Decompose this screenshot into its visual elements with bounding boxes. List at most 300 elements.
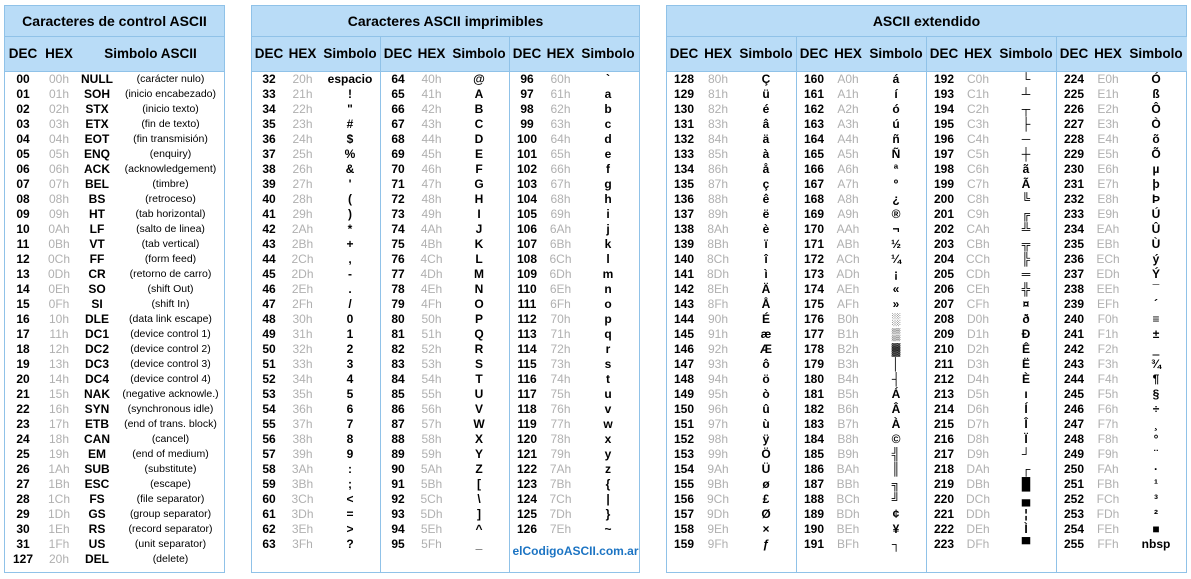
symbol-cell: ¢ — [892, 507, 900, 521]
table-row — [5, 357, 224, 372]
hex-cell: 7Eh — [549, 522, 572, 536]
hex-cell: EDh — [1096, 267, 1120, 281]
hex-cell: BDh — [836, 507, 860, 521]
dec-cell: 112 — [517, 312, 537, 326]
hex-cell: BBh — [836, 477, 860, 491]
dec-cell: 172 — [803, 252, 825, 266]
symbol-cell: È — [1021, 372, 1030, 386]
dec-cell: 127 — [12, 552, 34, 566]
hex-cell: FDh — [1096, 507, 1120, 521]
table-row — [927, 297, 1057, 312]
hex-cell: D6h — [966, 402, 989, 416]
dec-cell: 64 — [391, 72, 405, 86]
table-row — [252, 462, 381, 477]
symbol-cell: SOH — [83, 87, 110, 101]
symbol-cell: < — [346, 492, 354, 506]
table-row — [797, 252, 927, 267]
hex-cell: B1h — [837, 327, 859, 341]
symbol-cell: espacio — [327, 72, 373, 86]
hex-cell: B6h — [837, 402, 859, 416]
table-row — [667, 312, 797, 327]
hex-cell: 6Eh — [549, 282, 572, 296]
table-row — [5, 102, 224, 117]
header-dec: DEC — [8, 46, 38, 61]
table-row — [510, 177, 639, 192]
dec-cell: 60 — [262, 492, 276, 506]
hex-cell: 77h — [550, 417, 571, 431]
symbol-cell: █ — [1021, 477, 1031, 491]
dec-cell: 144 — [673, 312, 695, 326]
symbol-cell: ├ — [1021, 117, 1031, 131]
header-hex: HEX — [288, 46, 317, 61]
dec-cell: 201 — [933, 207, 955, 221]
dec-cell: 246 — [1063, 402, 1085, 416]
dec-cell: 19 — [16, 357, 30, 371]
hex-cell: C9h — [966, 207, 989, 221]
dec-cell: 79 — [391, 297, 405, 311]
dec-cell: 03 — [16, 117, 30, 131]
dec-cell: 21 — [16, 387, 30, 401]
dec-cell: 252 — [1063, 492, 1085, 506]
symbol-cell: ╝ — [891, 492, 901, 506]
dec-cell: 237 — [1063, 267, 1085, 281]
symbol-cell: 4 — [346, 372, 354, 386]
table-row — [252, 402, 381, 417]
table-row — [667, 537, 797, 552]
table-row — [510, 132, 639, 147]
symbol-cell: ã — [1022, 162, 1030, 176]
hex-cell: 89h — [707, 207, 729, 221]
dec-cell: 224 — [1063, 72, 1085, 86]
hex-cell: 02h — [48, 102, 70, 116]
symbol-cell: O — [474, 297, 484, 311]
symbol-cell: ¥ — [892, 522, 900, 536]
table-row — [797, 312, 927, 327]
dec-cell: 04 — [16, 132, 30, 146]
table-row — [510, 282, 639, 297]
table-row — [667, 192, 797, 207]
hex-cell: A7h — [837, 177, 859, 191]
hex-cell: 99h — [707, 447, 729, 461]
dec-cell: 229 — [1063, 147, 1085, 161]
dec-cell: 02 — [16, 102, 30, 116]
hex-cell: 20h — [292, 72, 313, 86]
dec-cell: 18 — [16, 342, 30, 356]
table-row — [381, 237, 510, 252]
table-row — [797, 462, 927, 477]
table-row — [1057, 237, 1187, 252]
dec-cell: 41 — [262, 207, 276, 221]
hex-cell: 9Bh — [707, 477, 729, 491]
dec-cell: 100 — [516, 132, 538, 146]
table-row — [5, 177, 224, 192]
hex-cell: FCh — [1096, 492, 1120, 506]
dec-cell: 142 — [673, 282, 695, 296]
dec-cell: 22 — [16, 402, 30, 416]
dec-cell: 05 — [16, 147, 30, 161]
symbol-cell: ´ — [1154, 297, 1158, 311]
hex-cell: 9Ah — [707, 462, 729, 476]
dec-cell: 202 — [933, 222, 955, 236]
header-symbol: Simbolo — [581, 46, 635, 61]
symbol-cell: k — [604, 237, 612, 251]
symbol-cell: Ù — [1151, 237, 1161, 251]
hex-cell: 81h — [707, 87, 729, 101]
column-header — [927, 37, 1057, 72]
hex-cell: 75h — [550, 387, 571, 401]
symbol-cell: GS — [88, 507, 106, 521]
table-row — [1057, 492, 1187, 507]
symbol-cell: DC4 — [84, 372, 109, 386]
extended-ascii-panel — [666, 5, 1187, 573]
hex-cell: 93h — [707, 357, 729, 371]
dec-cell: 150 — [673, 402, 695, 416]
symbol-cell: Ý — [1151, 267, 1160, 281]
symbol-cell: G — [474, 177, 484, 191]
symbol-cell: Ì — [1024, 522, 1028, 536]
dec-cell: 182 — [803, 402, 825, 416]
hex-cell: 92h — [707, 342, 729, 356]
dec-cell: 88 — [391, 432, 405, 446]
table-row — [510, 387, 639, 402]
symbol-cell: ░ — [891, 312, 901, 326]
symbol-cell: Ø — [761, 507, 771, 521]
symbol-cell: nbsp — [1141, 537, 1171, 551]
description-cell: (fin de texto) — [141, 118, 200, 130]
dec-cell: 73 — [391, 207, 405, 221]
table-row — [927, 402, 1057, 417]
table-row — [510, 252, 639, 267]
dec-cell: 155 — [673, 477, 695, 491]
dec-cell: 203 — [933, 237, 955, 251]
dec-cell: 98 — [520, 102, 534, 116]
symbol-cell: Ð — [1021, 327, 1031, 341]
table-row — [381, 117, 510, 132]
table-row — [797, 147, 927, 162]
dec-cell: 23 — [16, 417, 30, 431]
dec-cell: 243 — [1063, 357, 1085, 371]
table-row — [927, 462, 1057, 477]
dec-cell: 249 — [1063, 447, 1085, 461]
table-row — [510, 162, 639, 177]
dec-cell: 00 — [16, 72, 30, 86]
table-row — [797, 72, 927, 87]
dec-cell: 180 — [803, 372, 825, 386]
dec-cell: 47 — [262, 297, 276, 311]
symbol-cell: | — [606, 492, 610, 506]
hex-cell: 61h — [550, 87, 571, 101]
symbol-cell: H — [474, 192, 484, 206]
symbol-cell: ø — [762, 477, 770, 491]
symbol-cell: _ — [475, 537, 483, 551]
dec-cell: 191 — [803, 537, 825, 551]
hex-cell: D0h — [966, 312, 989, 326]
symbol-cell: E — [474, 147, 483, 161]
hex-cell: E5h — [1097, 147, 1119, 161]
hex-cell: 0Eh — [48, 282, 70, 296]
hex-cell: 4Bh — [420, 237, 443, 251]
dec-cell: 208 — [933, 312, 955, 326]
table-row — [5, 402, 224, 417]
hex-cell: 5Ah — [420, 462, 443, 476]
hex-cell: 06h — [48, 162, 70, 176]
table-row — [797, 537, 927, 552]
hex-cell: AFh — [836, 297, 859, 311]
dec-cell: 211 — [934, 357, 954, 371]
dec-cell: 231 — [1063, 177, 1085, 191]
table-row — [797, 222, 927, 237]
column-header — [381, 37, 510, 72]
table-row — [797, 477, 927, 492]
symbol-cell: º — [893, 177, 899, 191]
symbol-cell: DC2 — [84, 342, 109, 356]
hex-cell: A3h — [837, 117, 859, 131]
table-row — [252, 432, 381, 447]
symbol-cell: é — [762, 102, 770, 116]
hex-cell: 10h — [48, 312, 70, 326]
symbol-cell: ¸ — [1154, 417, 1158, 431]
symbol-cell: 8 — [346, 432, 354, 446]
table-row — [510, 417, 639, 432]
hex-cell: 8Ch — [706, 252, 729, 266]
hex-cell: A9h — [837, 207, 859, 221]
dec-cell: 51 — [262, 357, 276, 371]
dec-cell: 193 — [933, 87, 955, 101]
hex-cell: 6Bh — [549, 237, 572, 251]
table-row — [927, 117, 1057, 132]
dec-cell: 30 — [16, 522, 30, 536]
table-row — [797, 282, 927, 297]
table-row — [1057, 177, 1187, 192]
hex-cell: 50h — [421, 312, 442, 326]
dec-cell: 14 — [16, 282, 30, 296]
table-row — [381, 477, 510, 492]
table-row — [5, 522, 224, 537]
hex-cell: 4Ah — [420, 222, 443, 236]
dec-cell: 33 — [262, 87, 276, 101]
control-table-body — [5, 72, 224, 567]
hex-cell: 09h — [48, 207, 70, 221]
table-row — [927, 387, 1057, 402]
table-row — [252, 162, 381, 177]
table-row — [252, 222, 381, 237]
description-cell: (salto de linea) — [136, 223, 205, 235]
hex-cell: 53h — [421, 357, 442, 371]
hex-cell: 97h — [707, 417, 729, 431]
hex-cell: BFh — [836, 537, 859, 551]
dec-cell: 36 — [262, 132, 276, 146]
table-row — [797, 492, 927, 507]
symbol-cell: r — [605, 342, 611, 356]
symbol-cell: § — [1152, 387, 1160, 401]
symbol-cell: ┼ — [1021, 147, 1031, 161]
symbol-cell: ETX — [85, 117, 109, 131]
symbol-cell: á — [892, 72, 900, 86]
dec-cell: 160 — [803, 72, 825, 86]
symbol-cell: · — [1154, 462, 1158, 476]
table-row — [510, 267, 639, 282]
hex-cell: 30h — [292, 312, 313, 326]
table-row — [381, 387, 510, 402]
hex-cell: 64h — [550, 132, 571, 146]
dec-cell: 16 — [16, 312, 30, 326]
dec-cell: 130 — [673, 102, 695, 116]
symbol-cell: ¿ — [892, 192, 900, 206]
hex-cell: C6h — [966, 162, 989, 176]
hex-cell: 0Bh — [48, 237, 70, 251]
dec-cell: 70 — [391, 162, 405, 176]
symbol-cell: VT — [89, 237, 105, 251]
table-row — [1057, 477, 1187, 492]
dec-cell: 166 — [803, 162, 825, 176]
table-row — [381, 102, 510, 117]
dec-cell: 48 — [262, 312, 276, 326]
dec-cell: 178 — [803, 342, 825, 356]
table-row — [927, 267, 1057, 282]
hex-cell: 9Fh — [707, 537, 729, 551]
dec-cell: 106 — [516, 222, 538, 236]
hex-cell: 28h — [292, 192, 313, 206]
table-row — [5, 477, 224, 492]
dec-cell: 219 — [933, 477, 955, 491]
symbol-cell: ETB — [85, 417, 109, 431]
dec-cell: 26 — [16, 462, 30, 476]
table-row — [1057, 327, 1187, 342]
table-row — [381, 192, 510, 207]
table-row — [381, 342, 510, 357]
table-row — [381, 282, 510, 297]
dec-cell: 122 — [516, 462, 538, 476]
table-row — [5, 552, 224, 567]
header-dec: DEC — [383, 46, 413, 61]
hex-cell: EAh — [1096, 222, 1120, 236]
dec-cell: 97 — [520, 87, 534, 101]
hex-cell: ADh — [836, 267, 860, 281]
dec-cell: 54 — [262, 402, 276, 416]
hex-cell: C4h — [966, 132, 989, 146]
dec-cell: 254 — [1063, 522, 1085, 536]
hex-cell: CAh — [966, 222, 990, 236]
symbol-cell: ı — [1024, 387, 1028, 401]
table-row — [381, 357, 510, 372]
hex-cell: DEh — [966, 522, 990, 536]
symbol-cell: 9 — [346, 447, 354, 461]
header-hex: HEX — [45, 46, 73, 61]
dec-cell: 11 — [16, 237, 30, 251]
dec-cell: 85 — [391, 387, 405, 401]
dec-cell: 45 — [262, 267, 276, 281]
table-row — [252, 177, 381, 192]
hex-cell: 52h — [421, 342, 442, 356]
symbol-cell: DC1 — [84, 327, 109, 341]
table-row — [510, 192, 639, 207]
hex-cell: C0h — [966, 72, 989, 86]
header-hex: HEX — [1094, 46, 1122, 61]
symbol-cell: Á — [891, 387, 901, 401]
description-cell: (device control 2) — [130, 343, 211, 355]
table-row — [510, 87, 639, 102]
symbol-cell: ê — [762, 192, 770, 206]
symbol-cell: 1 — [346, 327, 354, 341]
symbol-cell: ▀ — [1021, 537, 1031, 551]
symbol-cell: ¨ — [1154, 447, 1158, 461]
symbol-cell: Q — [474, 327, 484, 341]
symbol-cell: NULL — [81, 72, 113, 86]
symbol-cell: P — [474, 312, 483, 326]
table-row — [5, 417, 224, 432]
hex-cell: E1h — [1097, 87, 1119, 101]
dec-cell: 56 — [262, 432, 276, 446]
hex-cell: DAh — [966, 462, 990, 476]
column-body — [252, 72, 381, 552]
dec-cell: 31 — [16, 537, 30, 551]
symbol-cell: ö — [762, 372, 770, 386]
hex-cell: 16h — [48, 402, 70, 416]
dec-cell: 06 — [16, 162, 30, 176]
symbol-cell: Ô — [1151, 102, 1161, 116]
symbol-cell: Í — [1024, 402, 1028, 416]
symbol-cell: » — [892, 297, 900, 311]
hex-cell: 5Eh — [420, 522, 443, 536]
hex-cell: 6Fh — [550, 297, 571, 311]
hex-cell: FEh — [1096, 522, 1119, 536]
symbol-cell: m — [602, 267, 614, 281]
dec-cell: 199 — [933, 177, 955, 191]
table-row — [5, 117, 224, 132]
symbol-cell: SO — [88, 282, 106, 296]
symbol-cell: / — [348, 297, 352, 311]
symbol-cell: h — [604, 192, 612, 206]
dec-cell: 96 — [520, 72, 534, 86]
hex-cell: 5Ch — [420, 492, 443, 506]
symbol-cell: « — [892, 282, 900, 296]
dec-cell: 90 — [391, 462, 405, 476]
table-row — [927, 537, 1057, 552]
table-row — [1057, 222, 1187, 237]
hex-cell: 13h — [48, 357, 70, 371]
dec-cell: 68 — [391, 132, 405, 146]
hex-cell: ABh — [836, 237, 860, 251]
header-hex: HEX — [704, 46, 732, 61]
hex-cell: 11h — [49, 327, 69, 341]
symbol-cell: ESC — [84, 477, 110, 491]
symbol-cell: ┴ — [1021, 87, 1031, 101]
table-row — [381, 177, 510, 192]
hex-cell: 2Bh — [291, 237, 314, 251]
dec-cell: 220 — [933, 492, 955, 506]
table-row — [5, 462, 224, 477]
symbol-cell: ð — [1022, 312, 1030, 326]
symbol-cell: ` — [606, 72, 610, 86]
table-row — [1057, 102, 1187, 117]
symbol-cell: Þ — [1151, 192, 1160, 206]
symbol-cell: ; — [348, 477, 352, 491]
hex-cell: D2h — [966, 342, 989, 356]
dec-cell: 133 — [673, 147, 695, 161]
symbol-cell: j — [606, 222, 610, 236]
hex-cell: BCh — [836, 492, 860, 506]
hex-cell: 04h — [48, 132, 70, 146]
symbol-cell: STX — [85, 102, 109, 116]
hex-cell: 38h — [292, 432, 313, 446]
dec-cell: 187 — [803, 477, 825, 491]
table-row — [797, 402, 927, 417]
description-cell: (end of medium) — [132, 448, 209, 460]
table-row — [667, 387, 797, 402]
header-symbol: Simbolo ASCII — [104, 46, 197, 61]
table-row — [1057, 522, 1187, 537]
dec-cell: 223 — [933, 537, 955, 551]
